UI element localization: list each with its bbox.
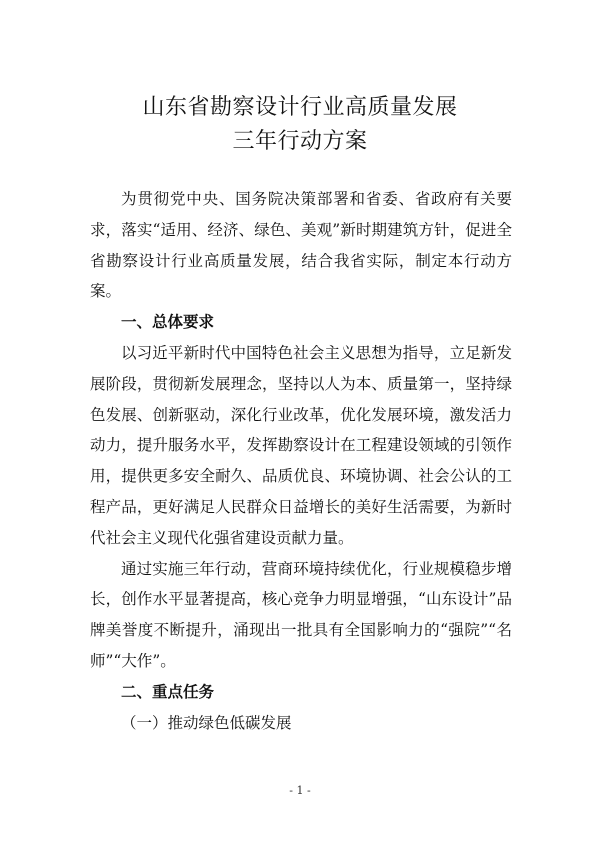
section1-paragraph1: 以习近平新时代中国特色社会主义思想为指导，立足新发展阶段，贯彻新发展理念，坚持以人为本、质量第一，坚持绿色发展、创新驱动，深化行业改革，优化发展环境，激发活力动力，提升服务水平，发挥勘察设计在工程建设领域的引领作用，提供更多安全耐久、品质优良、环境协调、社会公认的工程产品，更好满足人民群众日益增长的美好生活需要，为新时代社会主义现代化强省建设贡献力量。 bbox=[90, 343, 512, 547]
document-body bbox=[90, 184, 512, 738]
section2-subheading1: （一）推动绿色低碳发展 bbox=[121, 713, 292, 732]
page-number: - 1 - bbox=[289, 784, 311, 797]
section1-heading: 一、总体要求 bbox=[121, 313, 215, 332]
document-title-line2: 三年行动方案 bbox=[232, 129, 368, 154]
intro-paragraph: 为贯彻党中央、国务院决策部署和省委、省政府有关要求，落实“适用、经济、绿色、美观”新时期建筑方针，促进全省勘察设计行业高质量发展，结合我省实际，制定本行动方案。 bbox=[90, 190, 512, 301]
section2-heading: 二、重点任务 bbox=[121, 682, 215, 701]
document-title-line1: 山东省勘察设计行业高质量发展 bbox=[142, 95, 458, 120]
section1-paragraph2: 通过实施三年行动，营商环境持续优化，行业规模稳步增长，创作水平显著提高，核心竞争力明显增强，“山东设计”品牌美誉度不断提升，涌现出一批具有全国影响力的“强院”“名师”“大作”。 bbox=[90, 559, 512, 670]
